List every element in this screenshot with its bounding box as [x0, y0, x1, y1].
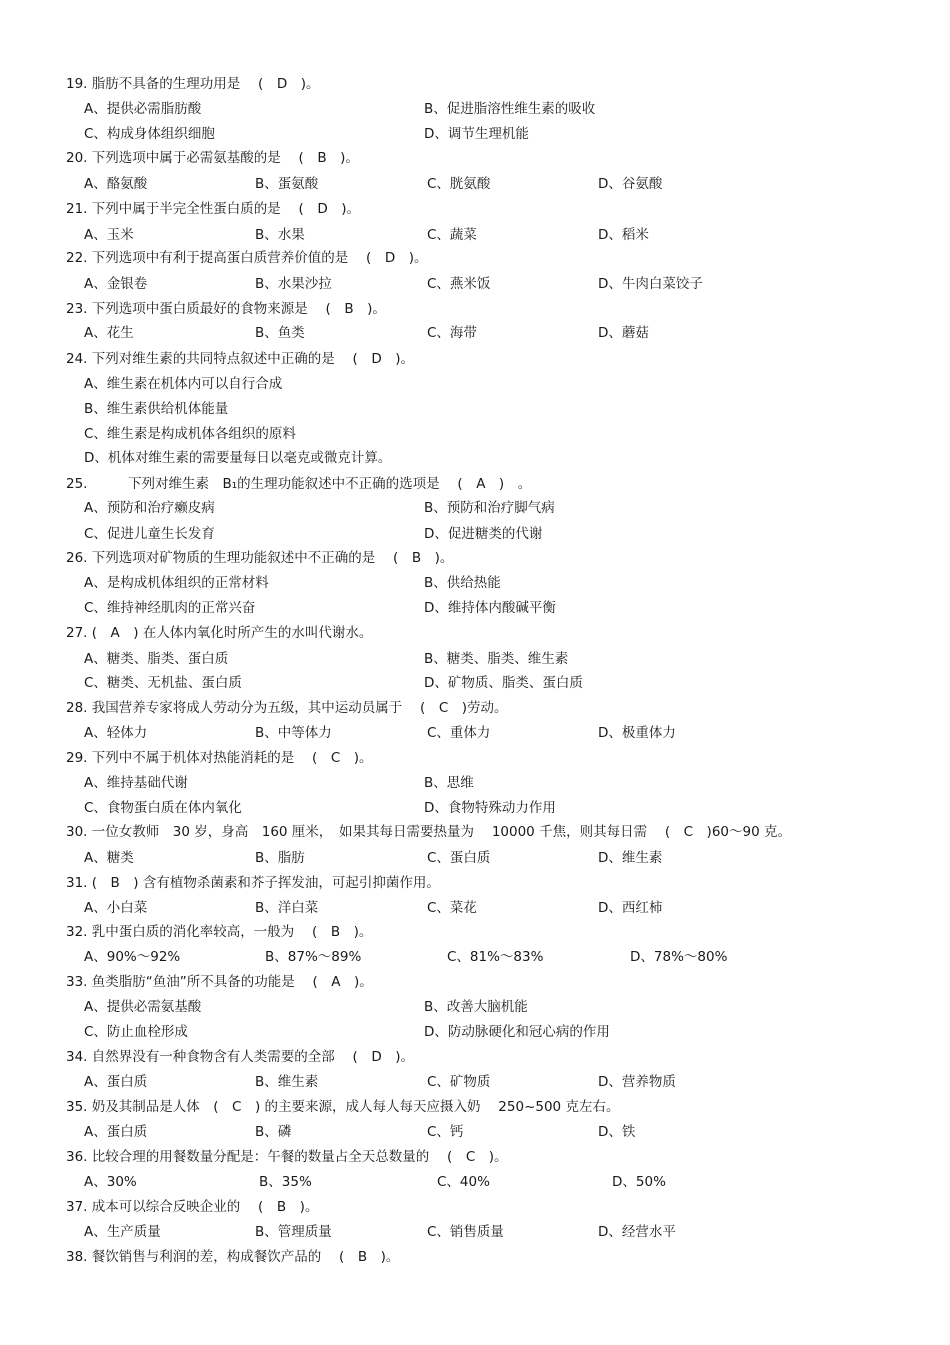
question-stem: 33. 鱼类脂肪“鱼油”所不具备的功能是 ( A )。: [66, 974, 373, 990]
option: A、生产质量: [84, 1224, 161, 1240]
option: A、糖类: [84, 850, 134, 866]
option: A、蛋白质: [84, 1124, 148, 1140]
option: C、40%: [437, 1174, 490, 1190]
option: B、脂肪: [255, 850, 305, 866]
option: B、维生素: [255, 1074, 319, 1090]
option: C、蛋白质: [427, 850, 491, 866]
option: B、35%: [259, 1174, 312, 1190]
option: C、维生素是构成机体各组织的原料: [84, 426, 296, 442]
option: D、经营水平: [598, 1224, 676, 1240]
option: D、铁: [598, 1124, 636, 1140]
option: A、是构成机体组织的正常材料: [84, 575, 269, 591]
option: B、糖类、脂类、维生素: [424, 651, 569, 667]
option: D、矿物质、脂类、蛋白质: [424, 675, 583, 691]
question-stem: 37. 成本可以综合反映企业的 ( B )。: [66, 1199, 319, 1215]
option: B、改善大脑机能: [424, 999, 528, 1015]
option: B、水果沙拉: [255, 276, 332, 292]
option: B、磷: [255, 1124, 292, 1140]
question-stem: 20. 下列选项中属于必需氨基酸的是 ( B )。: [66, 150, 359, 166]
option: A、小白菜: [84, 900, 148, 916]
option: D、机体对维生素的需要量每日以毫克或微克计算。: [84, 450, 392, 466]
option: B、预防和治疗脚气病: [424, 500, 555, 516]
option: C、维持神经肌肉的正常兴奋: [84, 600, 256, 616]
option: B、蛋氨酸: [255, 176, 319, 192]
question-stem: 19. 脂肪不具备的生理功用是 ( D )。: [66, 76, 320, 92]
option: B、鱼类: [255, 325, 305, 341]
option: A、金银卷: [84, 276, 148, 292]
option: A、维持基础代谢: [84, 775, 188, 791]
option: A、提供必需氨基酸: [84, 999, 202, 1015]
option: A、蛋白质: [84, 1074, 148, 1090]
question-stem: 25. 下列对维生素 B₁的生理功能叙述中不正确的选项是 ( A ) 。: [66, 476, 532, 492]
option: C、矿物质: [427, 1074, 491, 1090]
option: C、钙: [427, 1124, 464, 1140]
option: D、牛肉白菜饺子: [598, 276, 703, 292]
option: D、蘑菇: [598, 325, 649, 341]
option: B、维生素供给机体能量: [84, 401, 229, 417]
question-stem: 35. 奶及其制品是人体 ( C ) 的主要来源，成人每人每天应摄入奶 250~500 克左右。: [66, 1099, 620, 1115]
option: D、谷氨酸: [598, 176, 663, 192]
question-stem: 34. 自然界没有一种食物含有人类需要的全部 ( D )。: [66, 1049, 414, 1065]
option: A、花生: [84, 325, 134, 341]
option: A、90%～92%: [84, 949, 181, 965]
option: A、玉米: [84, 227, 134, 243]
question-stem: 30. 一位女教师 30 岁，身高 160 厘米， 如果其每日需要热量为 10000 千焦，则其每日需 ( C )60～90 克。: [66, 824, 791, 840]
option: D、促进糖类的代谢: [424, 526, 543, 542]
option: D、营养物质: [598, 1074, 676, 1090]
option: D、78%～80%: [630, 949, 728, 965]
option: B、促进脂溶性维生素的吸收: [424, 101, 596, 117]
option: B、管理质量: [255, 1224, 332, 1240]
option: B、水果: [255, 227, 305, 243]
option: D、极重体力: [598, 725, 676, 741]
option: C、糖类、无机盐、蛋白质: [84, 675, 242, 691]
option: A、30%: [84, 1174, 137, 1190]
option: C、胱氨酸: [427, 176, 491, 192]
option: C、构成身体组织细胞: [84, 126, 215, 142]
option: A、糖类、脂类、蛋白质: [84, 651, 229, 667]
option: D、维生素: [598, 850, 663, 866]
option: D、防动脉硬化和冠心病的作用: [424, 1024, 610, 1040]
question-stem: 36. 比较合理的用餐数量分配是：午餐的数量占全天总数量的 ( C )。: [66, 1149, 508, 1165]
question-stem: 22. 下列选项中有利于提高蛋白质营养价值的是 ( D )。: [66, 250, 428, 266]
option: B、洋白菜: [255, 900, 319, 916]
option: C、燕米饭: [427, 276, 491, 292]
option: B、中等体力: [255, 725, 332, 741]
option: C、海带: [427, 325, 477, 341]
option: D、食物特殊动力作用: [424, 800, 556, 816]
question-stem: 38. 餐饮销售与利润的差，构成餐饮产品的 ( B )。: [66, 1249, 400, 1265]
question-stem: 27. ( A ) 在人体内氧化时所产生的水叫代谢水。: [66, 625, 373, 641]
question-stem: 31. ( B ) 含有植物杀菌素和芥子挥发油，可起引抑菌作用。: [66, 875, 440, 891]
option: A、酪氨酸: [84, 176, 148, 192]
question-stem: 32. 乳中蛋白质的消化率较高，一般为 ( B )。: [66, 924, 373, 940]
question-stem: 21. 下列中属于半完全性蛋白质的是 ( D )。: [66, 201, 360, 217]
question-stem: 24. 下列对维生素的共同特点叙述中正确的是 ( D )。: [66, 351, 414, 367]
option: D、西红柿: [598, 900, 663, 916]
question-stem: 23. 下列选项中蛋白质最好的食物来源是 ( B )。: [66, 301, 386, 317]
option: C、防止血栓形成: [84, 1024, 188, 1040]
question-stem: 28. 我国营养专家将成人劳动分为五级，其中运动员属于 ( C )劳动。: [66, 700, 508, 716]
option: C、促进儿童生长发育: [84, 526, 215, 542]
question-stem: 29. 下列中不属于机体对热能消耗的是 ( C )。: [66, 750, 373, 766]
option: A、提供必需脂肪酸: [84, 101, 202, 117]
option: A、预防和治疗癞皮病: [84, 500, 215, 516]
option: C、蔬菜: [427, 227, 477, 243]
option: C、销售质量: [427, 1224, 504, 1240]
option: A、轻体力: [84, 725, 148, 741]
option: C、重体力: [427, 725, 491, 741]
option: B、87%～89%: [265, 949, 362, 965]
option: C、食物蛋白质在体内氧化: [84, 800, 242, 816]
option: D、50%: [612, 1174, 666, 1190]
question-stem: 26. 下列选项对矿物质的生理功能叙述中不正确的是 ( B )。: [66, 550, 454, 566]
option: C、菜花: [427, 900, 477, 916]
option: B、供给热能: [424, 575, 501, 591]
option: C、81%～83%: [447, 949, 544, 965]
option: D、调节生理机能: [424, 126, 529, 142]
option: B、思维: [424, 775, 474, 791]
option: A、维生素在机体内可以自行合成: [84, 376, 283, 392]
option: D、维持体内酸碱平衡: [424, 600, 556, 616]
option: D、稻米: [598, 227, 649, 243]
